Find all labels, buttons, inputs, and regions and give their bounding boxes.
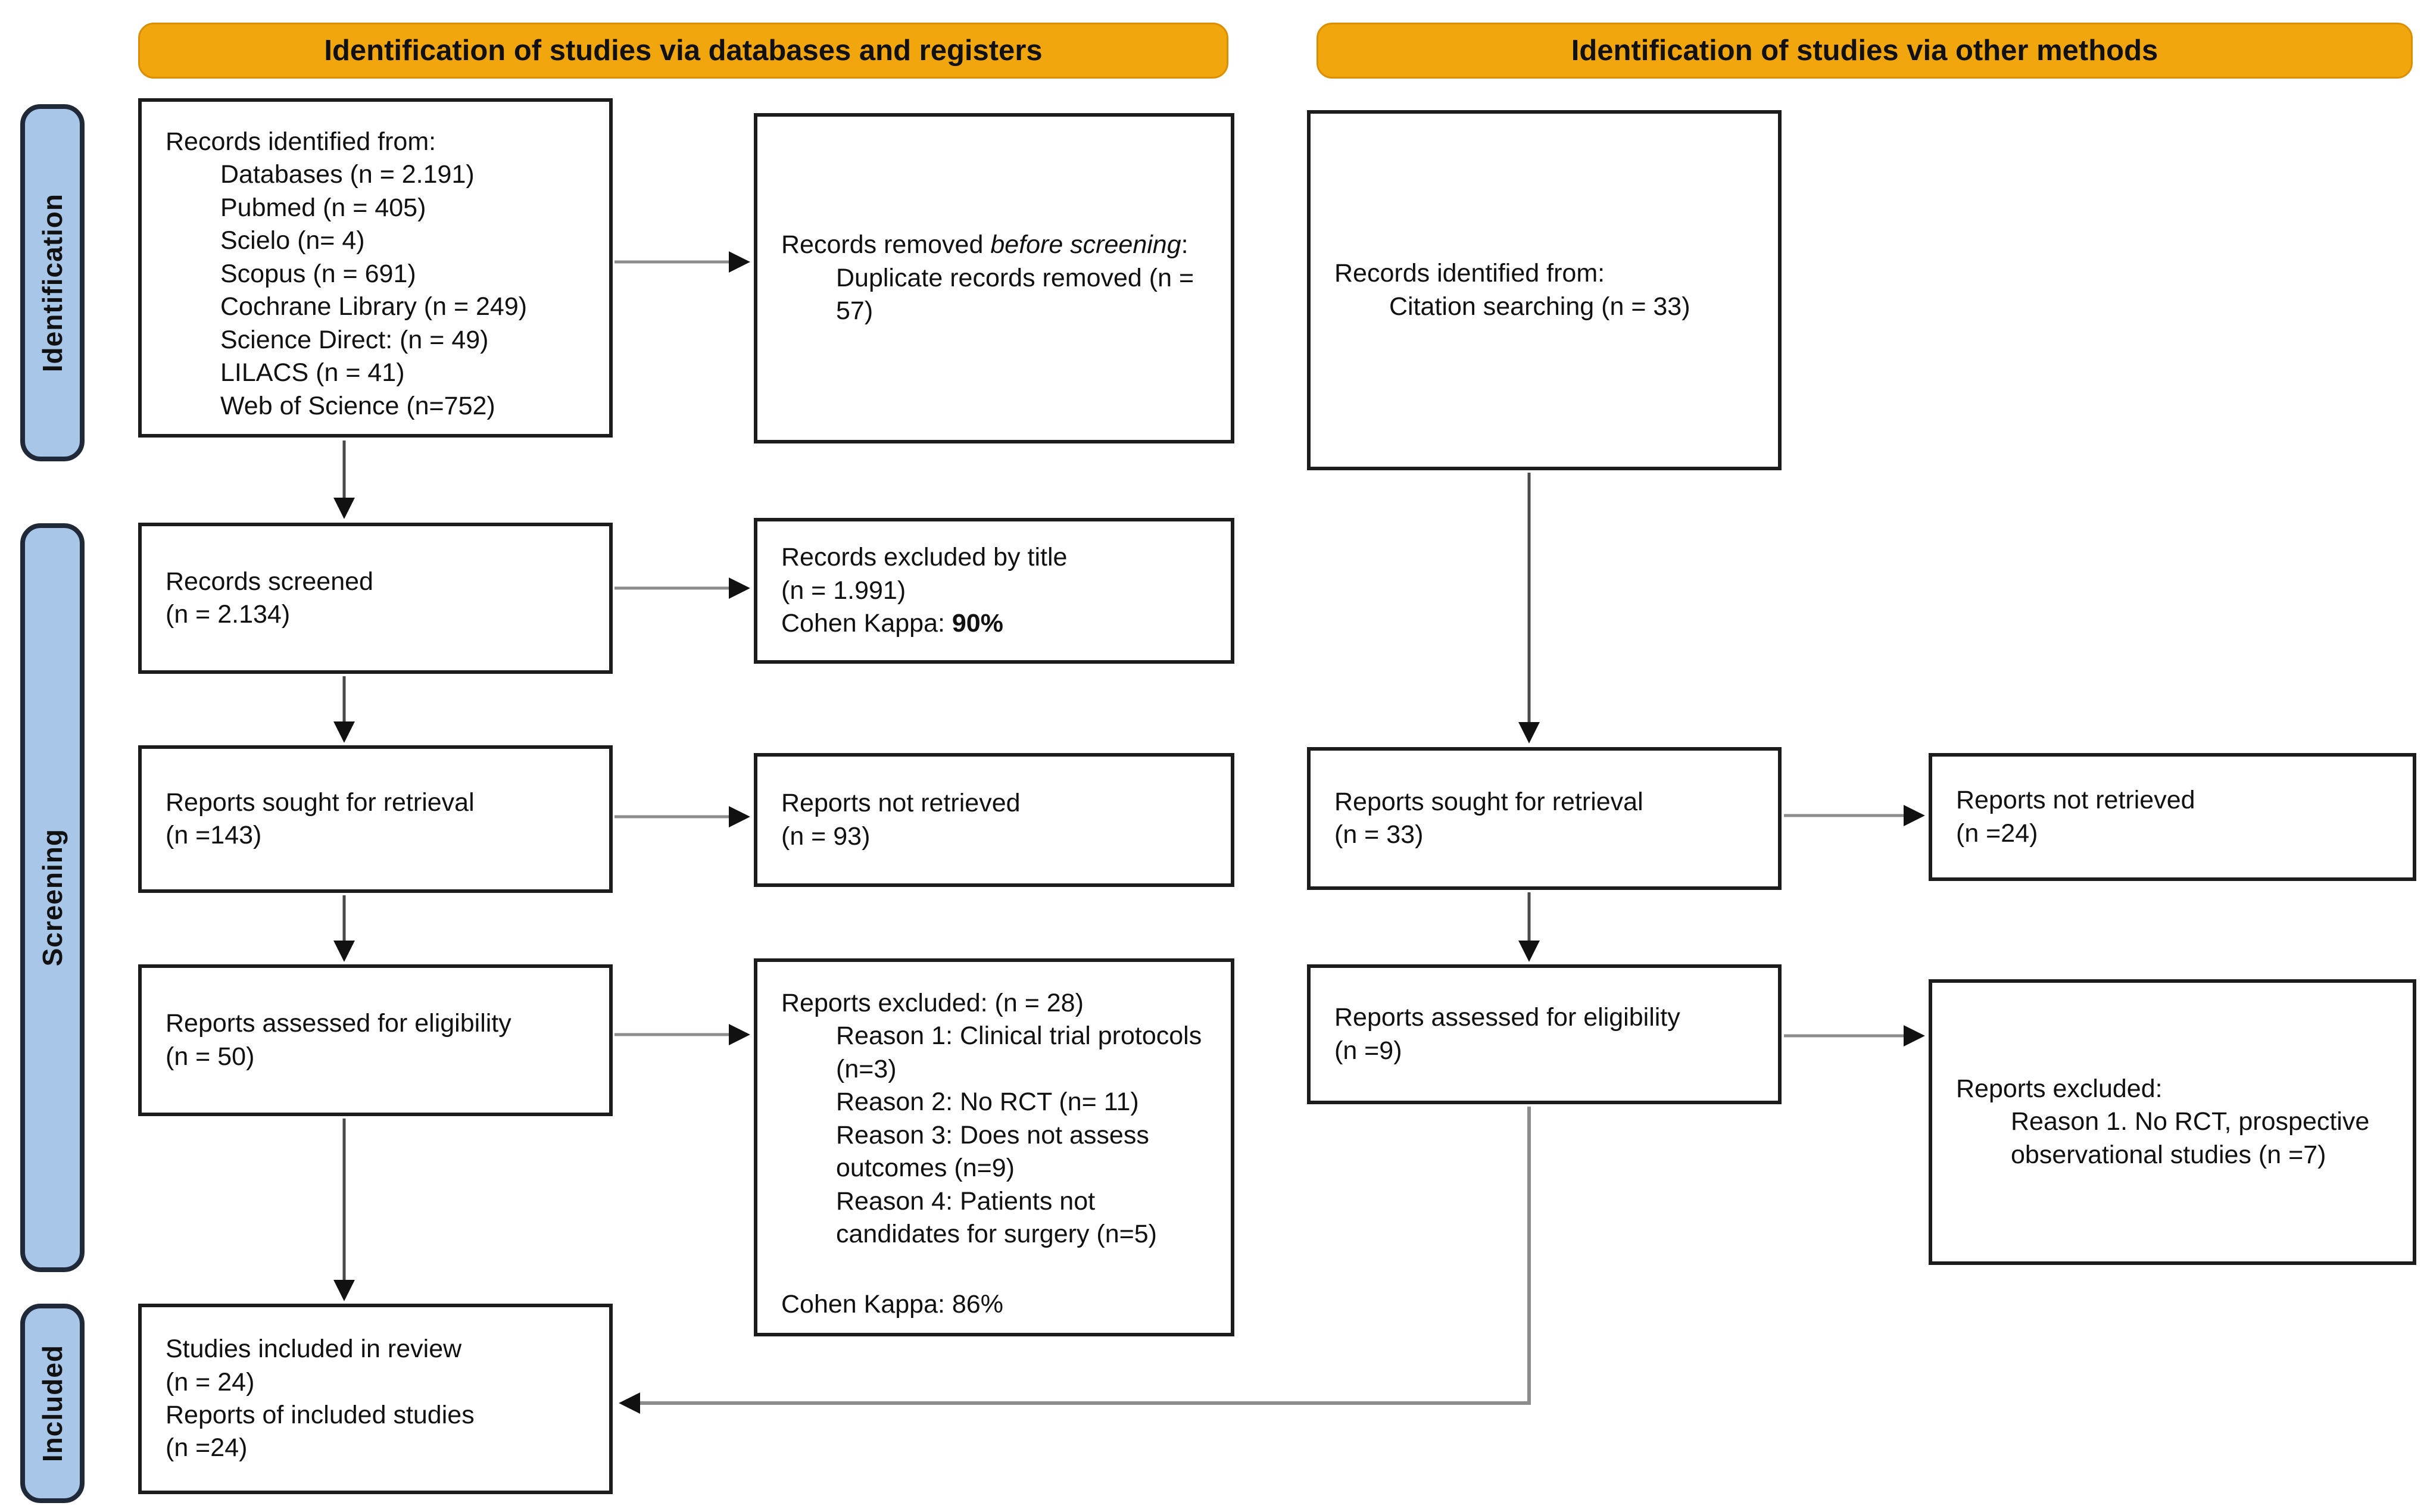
box-line1: Reports assessed for eligibility	[166, 1009, 511, 1038]
box-records-excluded-by-title	[754, 518, 1234, 664]
records-source-item: Scopus (n = 691)	[220, 259, 416, 288]
box-line2: (n = 50)	[166, 1042, 255, 1071]
records-removed-italic: before screening	[990, 230, 1181, 260]
banner-databases-registers	[138, 23, 1228, 79]
citation-searching-item: Citation searching (n = 33)	[1389, 292, 1690, 321]
records-removed-suffix: :	[1181, 230, 1188, 260]
box-title: Reports excluded: (n = 28)	[781, 989, 1084, 1017]
records-source-item: Science Direct: (n = 49)	[220, 325, 489, 354]
box-title: Reports excluded:	[1956, 1074, 2163, 1103]
box-line1: Reports sought for retrieval	[166, 788, 475, 817]
box-reports-sought-right	[1307, 747, 1782, 890]
box-line1: Reports not retrieved	[1956, 786, 2195, 815]
exclusion-reason-item: Reason 4: Patients not candidates for surgery (n=5)	[836, 1186, 1157, 1249]
stage-identification	[20, 104, 85, 461]
exclusion-reasons-list	[836, 1020, 1207, 1251]
kappa-prefix: Cohen Kappa:	[781, 609, 952, 638]
box-title	[781, 229, 1207, 261]
box-records-removed-before-screening	[754, 113, 1234, 443]
stage-screening-label: Screening	[37, 829, 68, 967]
duplicate-records-item: Duplicate records removed (n = 57)	[836, 263, 1202, 326]
stage-screening	[20, 523, 85, 1272]
box-title: Records identified from:	[166, 127, 436, 156]
exclusion-reason-item: Reason 1. No RCT, prospective observational studies (n =7)	[2011, 1107, 2377, 1169]
box-reports-excluded-main	[754, 958, 1234, 1336]
box-line1: Reports sought for retrieval	[1334, 787, 1643, 816]
box-line2: (n =143)	[166, 821, 262, 849]
records-source-item: Scielo (n= 4)	[220, 226, 365, 255]
exclusion-reason-item: Reason 2: No RCT (n= 11)	[836, 1088, 1139, 1117]
box-reports-not-retrieved-left	[754, 753, 1234, 887]
box-line2: (n = 2.134)	[166, 600, 291, 629]
records-source-item: Databases (n = 2.191)	[220, 160, 475, 189]
box-line2: (n =9)	[1334, 1036, 1402, 1065]
box-line1: Records excluded by title	[781, 543, 1068, 572]
box-records-identified-other	[1307, 110, 1782, 470]
box-line4: (n =24)	[166, 1433, 248, 1463]
box-studies-included	[138, 1304, 613, 1494]
records-identified-list	[220, 158, 585, 423]
box-line1: Reports assessed for eligibility	[1334, 1003, 1680, 1032]
box-reports-excluded-right	[1929, 979, 2416, 1265]
records-source-item: Pubmed (n = 405)	[220, 193, 426, 222]
box-line1: Reports not retrieved	[781, 789, 1021, 818]
banner-other-methods	[1317, 23, 2413, 79]
box-line2: (n = 1.991)	[781, 576, 906, 605]
exclusion-reason-item: Reason 1: Clinical trial protocols (n=3)	[836, 1021, 1209, 1083]
box-line1: Studies included in review	[166, 1335, 462, 1364]
banner-right-label: Identification of studies via other methods	[1571, 35, 2158, 67]
box-records-screened	[138, 523, 613, 674]
records-removed-prefix: Records removed	[781, 230, 991, 260]
stage-identification-label: Identification	[37, 193, 68, 373]
box-line2: (n =24)	[1956, 819, 2038, 848]
records-source-item: Cochrane Library (n = 249)	[220, 292, 528, 321]
kappa-value: 90%	[952, 609, 1003, 638]
box-reports-not-retrieved-right	[1929, 753, 2416, 881]
box-reports-assessed-left	[138, 964, 613, 1116]
box-line2: (n = 33)	[1334, 820, 1424, 849]
cohen-kappa-line: Cohen Kappa: 86%	[781, 1289, 1003, 1319]
box-line3: Reports of included studies	[166, 1401, 475, 1429]
box-line1: Records screened	[166, 567, 373, 596]
records-source-item: LILACS (n = 41)	[220, 358, 405, 388]
box-records-identified-databases	[138, 98, 613, 438]
box-reports-sought-left	[138, 745, 613, 893]
box-line2: (n = 24)	[166, 1367, 255, 1397]
box-title: Records identified from:	[1334, 259, 1605, 288]
stage-included	[20, 1304, 85, 1503]
stage-included-label: Included	[37, 1344, 68, 1463]
banner-left-label: Identification of studies via databases and registers	[324, 35, 1043, 67]
cohen-kappa-line	[781, 607, 1207, 640]
box-line2: (n = 93)	[781, 821, 871, 851]
box-reports-assessed-right	[1307, 964, 1782, 1104]
records-source-item: Web of Science (n=752)	[220, 391, 495, 420]
exclusion-reason-item: Reason 3: Does not assess outcomes (n=9)	[836, 1120, 1156, 1183]
